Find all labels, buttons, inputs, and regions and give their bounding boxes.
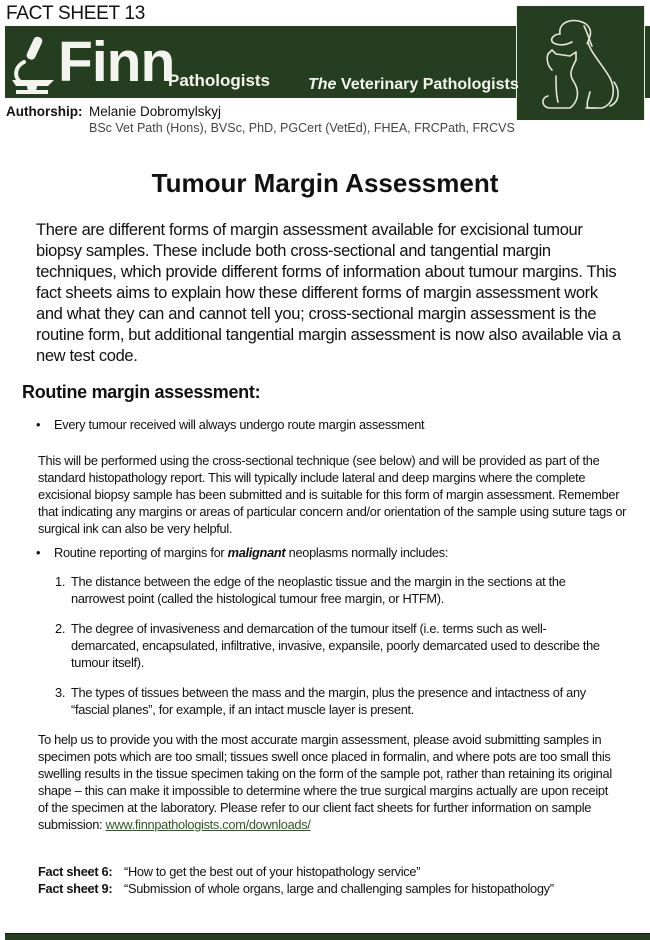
downloads-link[interactable]: www.finnpathologists.com/downloads/ [105, 817, 311, 832]
bullet-text: Every tumour received will always undergo route margin assessment [54, 417, 425, 432]
item-number: 1. [55, 574, 66, 589]
author-name: Melanie Dobromylskyj [89, 104, 222, 119]
reference-row [38, 880, 628, 897]
fact-sheet-references [38, 863, 628, 897]
author-credentials: BSc Vet Path (Hons), BVSc, PhD, PGCert (VetEd), FHEA, FRCPath, FRCVS [89, 121, 515, 135]
fact-sheet-number: FACT SHEET 13 [6, 3, 146, 24]
section-heading: Routine margin assessment: [22, 382, 261, 402]
numbered-item [55, 684, 600, 718]
reference-label: Fact sheet 6: [38, 864, 113, 879]
tagline-prefix: The [308, 76, 337, 93]
item-number: 3. [55, 685, 66, 700]
page-title: Tumour Margin Assessment [151, 168, 499, 198]
item-number: 2. [55, 621, 66, 636]
reference-label: Fact sheet 9: [38, 881, 113, 896]
bullet-item [36, 416, 626, 433]
reference-title: “How to get the best out of your histopathology service” [124, 864, 421, 879]
authorship-label: Authorship: [6, 104, 83, 119]
bullet-text-end: neoplasms normally includes: [285, 545, 449, 560]
intro-paragraph: There are different forms of margin assessment available for excisional tumour biopsy samples. These include both cross-sectional and tangential margin techniques, which provide different forms of information about tumour margins. This fact sheets aims to explain how these different forms of margin assessment work and what they can and cannot tell you; cross-sectional margin assessment is the routine form, but additional tangential margin assessment is now also available via a new test code. [36, 221, 621, 365]
bullet-text [54, 544, 448, 561]
tagline [308, 76, 519, 94]
brand-suffix: Pathologists [168, 71, 271, 90]
reference-title: “Submission of whole organs, large and challenging samples for histopathology” [124, 881, 554, 896]
bullet-item [36, 544, 626, 561]
item-text: The degree of invasiveness and demarcation of the tumour itself (i.e. terms such as well-demarcated, encapsulated, infiltrative, invasive, expansile, poorly demarcated used to describe the tumour itself). [71, 621, 600, 670]
bullet-icon: • [36, 417, 41, 432]
item-text: The types of tissues between the mass and the margin, plus the presence and intactness of any “fascial planes”, for example, if an intact muscle layer is present. [71, 685, 586, 717]
microscope-icon [10, 32, 56, 94]
submission-paragraph [38, 731, 616, 833]
brand-name: Finn [58, 30, 175, 94]
submission-text: To help us to provide you with the most accurate margin assessment, please avoid submitting samples in specimen pots which are too small; tissues swell once placed in formalin, and where pots are too small this swelling results in the tissue specimen taking on the form of the sample pot, rather than retaining its original shape – this can make it impossible to determine where the true surgical margins actually are upon receipt of the specimen at the laboratory. Please refer to our client fact sheets for further information on sample submission: [38, 732, 612, 832]
routine-paragraph: This will be performed using the cross-sectional technique (see below) and will be provided as part of the standard histopathology report. This will typically include lateral and deep margins where the complete excisional biopsy sample has been submitted and is suitable for this form of margin assessment. Remember that indicating any margins or areas of particular concern and/or orientation of the sample using suture tags or surgical ink can also be very helpful. [38, 453, 627, 536]
numbered-item [55, 620, 600, 671]
item-text: The distance between the edge of the neoplastic tissue and the margin in the sections at the narrowest point (called the histological tumour free margin, or HTFM). [71, 574, 566, 606]
reference-row [38, 863, 628, 880]
dog-and-cat-icon [530, 12, 635, 116]
emphasis-malignant: malignant [227, 545, 286, 560]
bullet-icon: • [36, 545, 41, 560]
numbered-item [55, 573, 600, 607]
tagline-rest: Veterinary Pathologists [336, 76, 519, 93]
bullet-text-start: Routine reporting of margins for [54, 545, 228, 560]
